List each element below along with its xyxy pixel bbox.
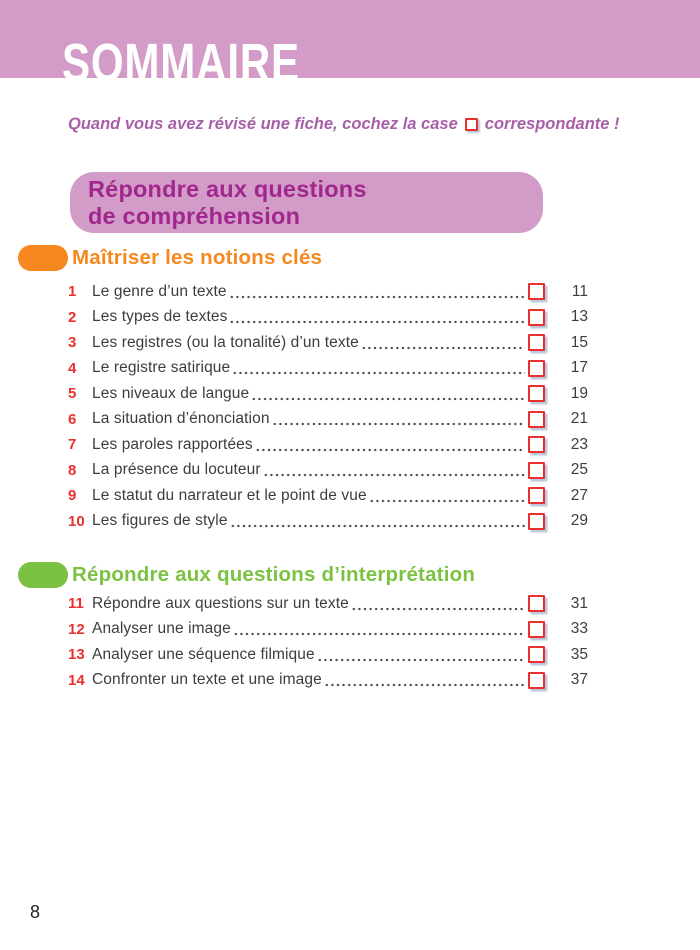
item-checkbox[interactable] [528, 411, 545, 428]
toc-item-row [68, 509, 588, 535]
item-number: 5 [68, 385, 77, 403]
toc-item-row [68, 356, 588, 382]
item-number: 1 [68, 283, 77, 301]
toc-item-row [68, 305, 588, 331]
section-heading-interpretation [0, 562, 700, 588]
dot-leader [233, 632, 525, 636]
item-number: 9 [68, 487, 77, 505]
dot-leader [263, 473, 525, 477]
item-page-number: 37 [570, 671, 588, 689]
section-heading-label: Maîtriser les notions clés [72, 246, 323, 269]
item-checkbox[interactable] [528, 283, 545, 300]
item-page-number: 23 [570, 435, 588, 453]
item-page-number: 13 [570, 308, 588, 326]
item-label: Le genre d’un texte [92, 282, 227, 300]
toc-item-row [68, 617, 588, 643]
dot-leader [230, 524, 525, 528]
item-page-number: 17 [570, 359, 588, 377]
item-checkbox[interactable] [528, 646, 545, 663]
section-bullet-bar-icon [18, 245, 68, 271]
instruction-line [68, 113, 668, 135]
item-label: Le registre satirique [92, 359, 231, 377]
toc-item-row [68, 668, 588, 694]
dot-leader [351, 607, 525, 611]
item-number: 6 [68, 410, 77, 428]
section-heading-notions-cles [0, 245, 700, 271]
dot-leader [317, 658, 525, 662]
item-label: Analyser une séquence filmique [92, 645, 315, 663]
item-number: 8 [68, 461, 77, 479]
item-checkbox[interactable] [528, 462, 545, 479]
item-label: Répondre aux questions sur un texte [92, 594, 349, 612]
item-label: Confronter un texte et une image [92, 671, 322, 689]
chapter-title-line1: Répondre aux questions [88, 176, 367, 202]
toc-item-row [68, 483, 588, 509]
item-number: 3 [68, 334, 77, 352]
toc-item-row [68, 279, 588, 305]
item-label: Les types de textes [92, 308, 228, 326]
dot-leader [369, 499, 525, 503]
item-checkbox[interactable] [528, 513, 545, 530]
item-number: 7 [68, 436, 77, 454]
item-page-number: 31 [570, 594, 588, 612]
checkbox-icon [465, 118, 478, 131]
item-number: 11 [68, 595, 84, 613]
item-label: Les registres (ou la tonalité) d’un texte [92, 333, 359, 351]
item-checkbox[interactable] [528, 334, 545, 351]
dot-leader [324, 683, 525, 687]
item-checkbox[interactable] [528, 595, 545, 612]
item-page-number: 27 [570, 486, 588, 504]
toc-list-notions-cles [68, 279, 588, 534]
toc-item-row [68, 458, 588, 484]
item-number: 2 [68, 308, 77, 326]
item-page-number: 15 [570, 333, 588, 351]
toc-item-row [68, 591, 588, 617]
item-label: Analyser une image [92, 620, 231, 638]
toc-list-interpretation [68, 591, 588, 693]
item-label: Le statut du narrateur et le point de vue [92, 486, 367, 504]
toc-item-row [68, 407, 588, 433]
chapter-title-box [70, 172, 543, 233]
item-page-number: 33 [570, 620, 588, 638]
item-page-number: 35 [570, 645, 588, 663]
item-checkbox[interactable] [528, 309, 545, 326]
toc-item-row [68, 432, 588, 458]
item-number: 13 [68, 646, 85, 664]
instruction-text-before: Quand vous avez révisé une fiche, cochez la case [68, 115, 458, 133]
instruction-text-after: correspondante ! [484, 115, 620, 133]
chapter-title-line2: de compréhension [88, 202, 301, 229]
item-checkbox[interactable] [528, 360, 545, 377]
dot-leader [361, 346, 525, 350]
toc-item-row [68, 642, 588, 668]
dot-leader [229, 295, 525, 299]
item-page-number: 29 [570, 512, 588, 530]
item-label: La présence du locuteur [92, 461, 261, 479]
item-checkbox[interactable] [528, 621, 545, 638]
item-label: Les niveaux de langue [92, 384, 250, 402]
toc-item-row [68, 381, 588, 407]
dot-leader [229, 320, 525, 324]
dot-leader [251, 397, 525, 401]
item-page-number: 11 [571, 282, 588, 300]
item-checkbox[interactable] [528, 487, 545, 504]
page-banner [0, 0, 700, 93]
toc-item-row [68, 330, 588, 356]
item-number: 10 [68, 512, 85, 530]
item-checkbox[interactable] [528, 385, 545, 402]
dot-leader [232, 371, 525, 375]
item-checkbox[interactable] [528, 436, 545, 453]
dot-leader [255, 448, 525, 452]
page-title: SOMMAIRE [62, 33, 300, 93]
item-page-number: 19 [570, 384, 588, 402]
section-heading-label: Répondre aux questions d’interprétation [72, 563, 476, 586]
item-checkbox[interactable] [528, 672, 545, 689]
item-number: 12 [68, 620, 85, 638]
dot-leader [272, 422, 525, 426]
item-label: Les paroles rapportées [92, 435, 253, 453]
item-label: Les figures de style [92, 512, 228, 530]
item-label: La situation d’énonciation [92, 410, 270, 428]
section-bullet-bar-icon [18, 562, 68, 588]
item-page-number: 25 [570, 461, 588, 479]
page-number: 8 [30, 902, 41, 922]
item-number: 14 [68, 671, 85, 689]
item-number: 4 [68, 359, 77, 377]
item-page-number: 21 [570, 410, 588, 428]
